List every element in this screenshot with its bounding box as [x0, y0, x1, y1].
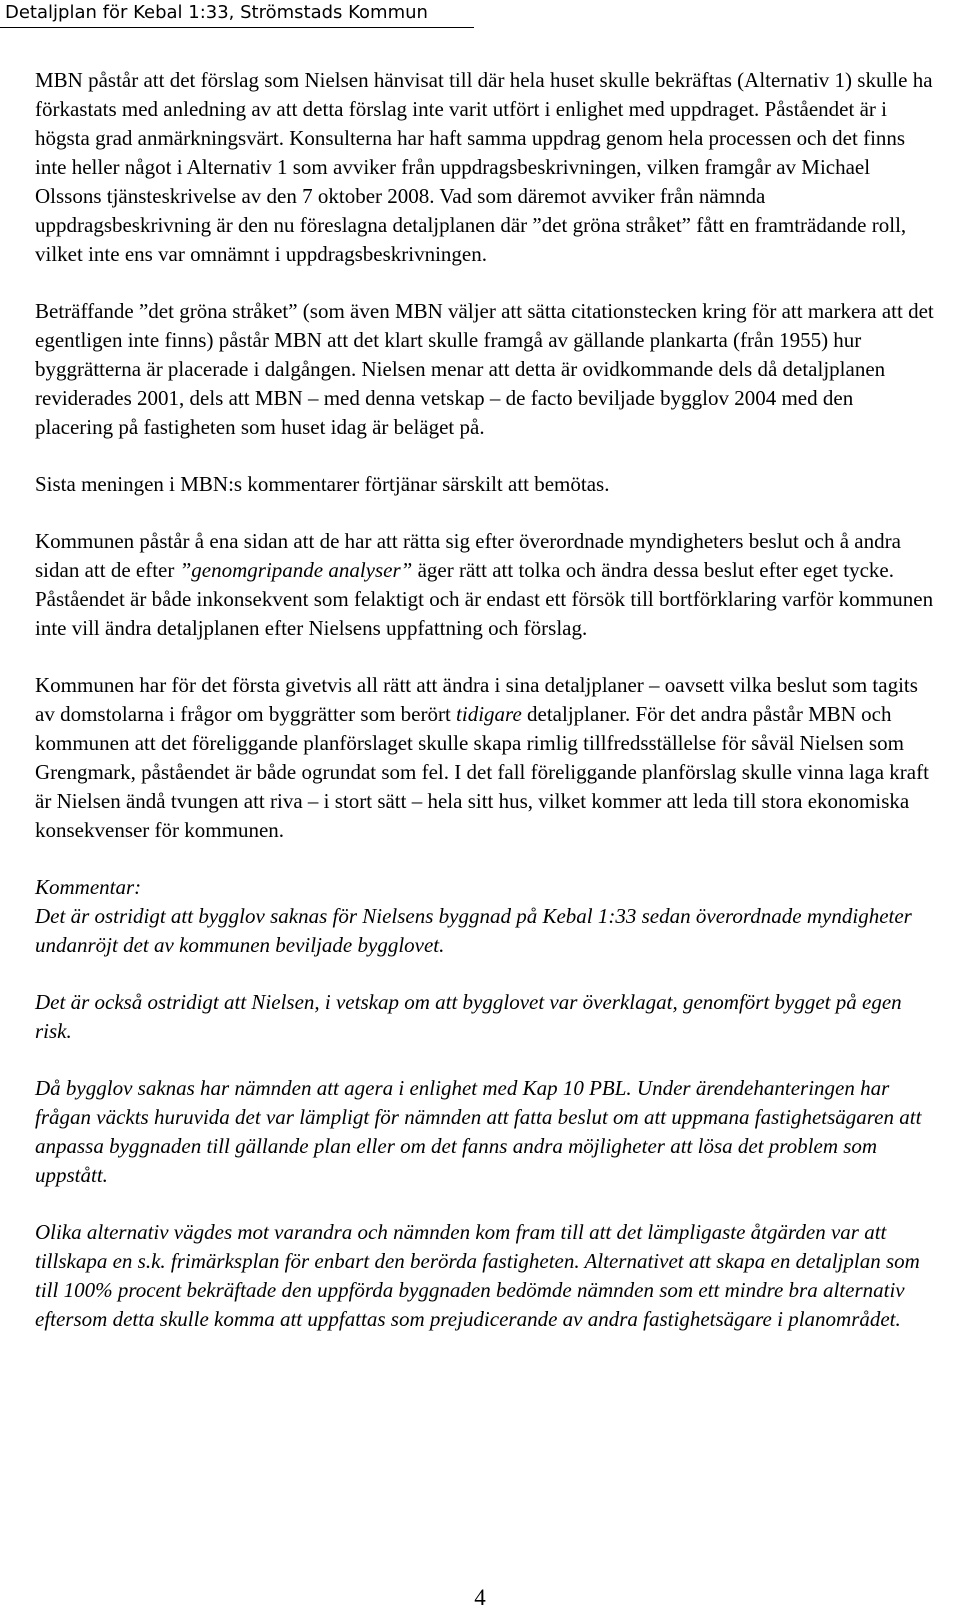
comment-paragraph-1: [35, 873, 935, 960]
paragraph-1: MBN påstår att det förslag som Nielsen hänvisat till där hela huset skulle bekräftas (Alternativ 1) skulle ha förkastats med anledning av att detta förslag inte varit utfört i enlighet med uppdraget. Påståendet är i högsta grad anmärkningsvärt. Konsulterna har haft samma uppdrag genom hela processen och det finns inte heller något i Alternativ 1 som avviker från uppdragsbeskrivningen, vilken framgår av Michael Olssons tjänsteskrivelse av den 7 oktober 2008. Vad som däremot avviker från nämnda uppdragsbeskrivning är den nu föreslagna detaljplanen där ”det gröna stråket” fått en framträdande roll, vilket inte ens var omnämnt i uppdragsbeskrivningen.: [35, 68, 933, 266]
paragraph-3: Sista meningen i MBN:s kommentarer förtjänar särskilt att bemötas.: [35, 472, 610, 496]
paragraph-2: Beträffande ”det gröna stråket” (som även MBN väljer att sätta citationstecken kring för att markera att det egentligen inte finns) påstår MBN att det klart skulle framgå av gällande plankarta (från 1955) hur byggrätterna är placerade i dalgången. Nielsen menar att detta är ovidkommande dels då detaljplanen reviderades 2001, dels att MBN – med denna vetskap – de facto beviljade bygglov 2004 med den placering på fastigheten som huset idag är beläget på.: [35, 299, 934, 439]
document-body: [35, 66, 935, 1362]
page-number: 4: [474, 1585, 486, 1610]
paragraph-5-text-end: detaljplaner. För det andra påstår MBN och kommunen att det föreliggande planförslaget skulle skapa rimlig tillfredsställelse för såväl Nielsen som Grengmark, påståendet är både ogrundat som fel. I det fall föreliggande planförslag skulle vinna laga kraft är Nielsen ändå tvungen att riva – i stort sätt – hela sitt hus, vilket kommer att leda till stora ekonomiska konsekvenser för kommunen.: [35, 702, 929, 842]
comment-section: [35, 873, 935, 1334]
paragraph-4-text-end: äger rätt att tolka och ändra dessa beslut efter eget tycke. Påståendet är både inkonsekvent som felaktigt och är endast ett försök till bortförklaring varför kommunen inte vill ändra detaljplanen efter Nielsens uppfattning och förslag.: [35, 558, 934, 640]
comment-paragraph-1-text: Det är ostridigt att bygglov saknas för Nielsens byggnad på Kebal 1:33 sedan överordnade myndigheter undanröjt det av kommunen beviljade bygglovet.: [35, 904, 912, 957]
paragraph-4: [35, 527, 935, 643]
document-title: Detaljplan för Kebal 1:33, Strömstads Kommun: [5, 2, 428, 23]
paragraph-5: [35, 671, 935, 845]
comment-paragraph-4: Olika alternativ vägdes mot varandra och nämnden kom fram till att det lämpligaste åtgärden var att tillskapa en s.k. frimärksplan för enbart den berörda fastigheten. Alternativet att skapa en detaljplan som till 100% procent bekräftade den uppförda byggnaden bedömde nämnden som ett mindre bra alternativ eftersom detta skulle komma att uppfattas som prejudicerande av andra fastighetsägare i planområdet.: [35, 1220, 920, 1331]
paragraph-5-text-start: Kommunen har för det första givetvis all rätt att ändra i sina detaljplaner – oavsett vilka beslut som tagits av domstolarna i frågor om byggrätter som berört: [35, 673, 918, 726]
page-header: [0, 0, 474, 28]
comment-paragraph-3: Då bygglov saknas har nämnden att agera i enlighet med Kap 10 PBL. Under ärendehanteringen har frågan väckts huruvida det var lämpligt för nämnden att fatta beslut om att uppmana fastighetsägaren att anpassa byggnaden till gällande plan eller om det fanns andra möjligheter att lösa det problem som uppstått.: [35, 1076, 922, 1187]
comment-label: Kommentar:: [35, 875, 142, 899]
comment-paragraph-2: Det är också ostridigt att Nielsen, i vetskap om att bygglovet var överklagat, genomfört bygget på egen risk.: [35, 990, 902, 1043]
paragraph-4-text-start: Kommunen påstår å ena sidan att de har att rätta sig efter överordnade myndigheters beslut och å andra sidan att de efter: [35, 529, 901, 582]
paragraph-5-emphasis: tidigare: [456, 702, 522, 726]
paragraph-4-emphasis: ”genomgripande analyser”: [179, 558, 413, 582]
